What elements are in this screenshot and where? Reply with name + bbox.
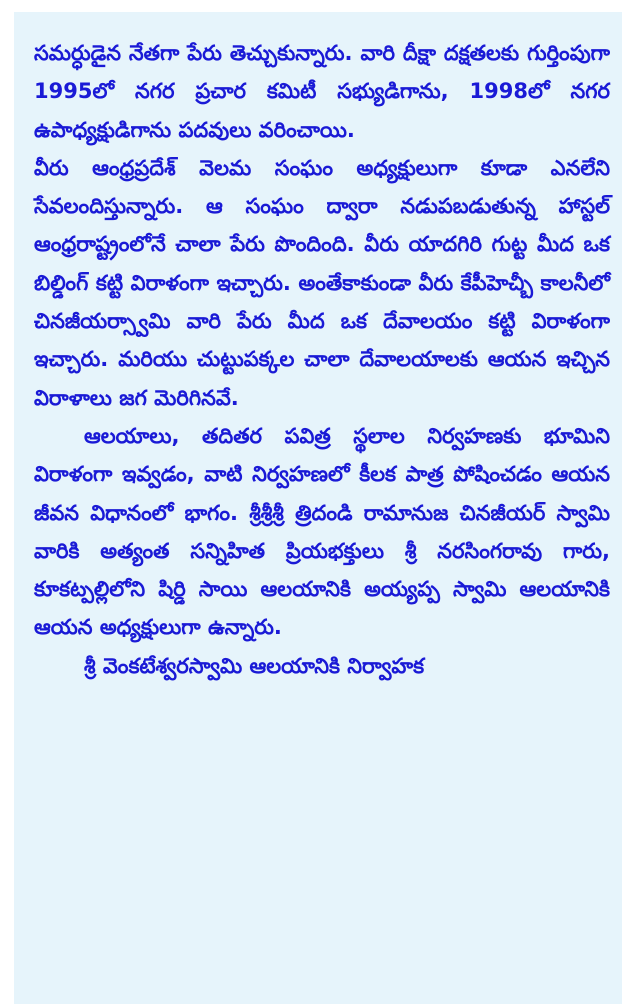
document-page — [14, 12, 622, 1004]
paragraph-4-text: శ్రీ వెంకటేశ్వరస్వామి ఆలయానికి నిర్వాహక — [84, 653, 425, 678]
paragraph-2: వీరు ఆంధ్రప్రదేశ్ వెలమ సంఘం అధ్యక్షులుగా కూడా ఎనలేని సేవలందిస్తున్నారు. ఆ సంఘం ద్వారా నడుపబడుతున్న హాస్టల్ ఆంధ్రరాష్ట్రంలోనే చాలా పేరు పొందింది. వీరు యాదగిరి గుట్ట మీద ఒక బిల్డింగ్ కట్టి విరాళంగా ఇచ్చారు. అంతేకాకుండా వీరు కేపీహెచ్బీ కాలనీలో చినజీయర్స్వామి వారి పేరు మీద ఒక దేవాలయం కట్టి విరాళంగా ఇచ్చారు. మరియు చుట్టుపక్కల చాలా దేవాలయాలకు ఆయన ఇచ్చిన విరాళాలు జగ మెరిగినవే. — [34, 155, 610, 410]
paragraph-4 — [34, 647, 610, 685]
paragraph-3-text: ఆలయాలు, తదితర పవిత్ర స్థలాల నిర్వహణకు భూమిని విరాళంగా ఇవ్వడం, వాటి నిర్వహణలో కీలక పాత్ర పోషించడం ఆయన జీవన విధానంలో భాగం. శ్రీశ్రీశ్రీ త్రిదండి రామానుజ చినజీయర్ స్వామి వారికి అత్యంత సన్నిహిత ప్రియభక్తులు శ్రీ నరసింగరావు గారు, కూకట్పల్లిలోని షిర్డి సాయి ఆలయానికి అయ్యప్ప స్వామి ఆలయానికి ఆయన అధ్యక్షులుగా ఉన్నారు. — [34, 423, 610, 640]
paragraph-1: సమర్ధుడైన నేతగా పేరు తెచ్చుకున్నారు. వారి దీక్షా దక్షతలకు గుర్తింపుగా 1995లో నగర ప్రచార కమిటీ సభ్యుడిగాను, 1998లో నగర ఉపాధ్యక్షుడిగాను పదవులు వరించాయి. — [34, 41, 610, 142]
paragraph-3 — [34, 417, 610, 647]
